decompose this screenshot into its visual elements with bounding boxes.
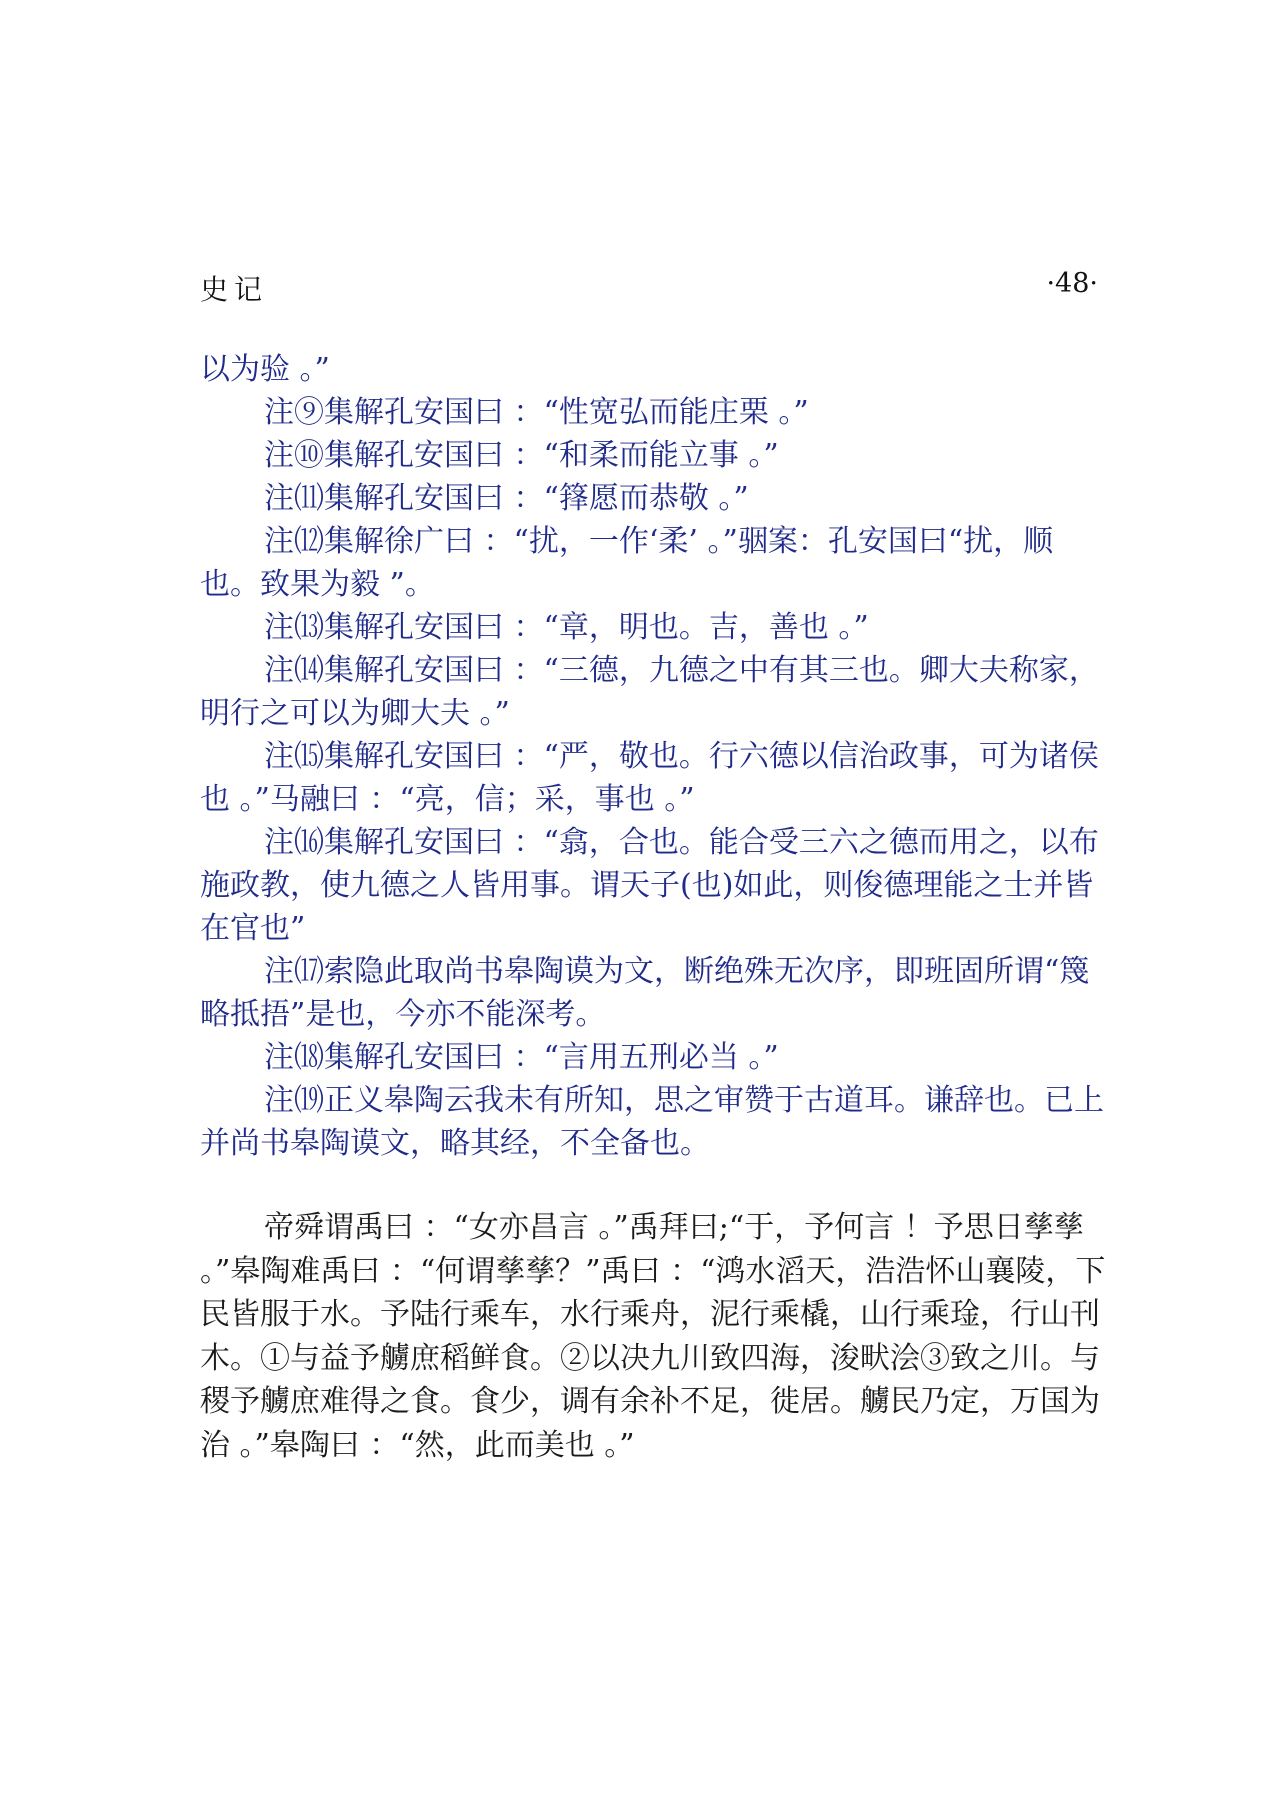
note-19: 注⒆正义皋陶云我未有所知，思之审赞于古道耳。谦辞也。已上并尚书皋陶谟文，略其经，不全备也。 [200, 1083, 1104, 1161]
page-number: ·48· [1046, 268, 1098, 299]
note-18: 注⒅集解孔安国曰 ：“言用五刑必当 。” [264, 1040, 779, 1075]
main-paragraph: 帝舜谓禹曰 ：“女亦昌言 。”禹拜曰;“于，予何言 ！予思日孳孳 。”皋陶难禹曰 ：“何谓孳孳？”禹曰 ：“鸿水滔天，浩浩怀山襄陵，下民皆服于水。予陆行乘车，水行乘舟，泥行乘橇，山行乘琻，行山刊木。①与益予艣庶稻鲜食。②以决九川致四海，浚畎浍③致之川。与稷予艣庶难得之食。食少，调有余补不足，徙居。艣民乃定，万国为治 。”皋陶曰 ：“然，此而美也 。” [200, 1210, 1106, 1463]
note-continuation: 以为验 。” [200, 352, 330, 387]
note-17: 注⒄索隐此取尚书皋陶谟为文，断绝殊无次序，即班固所谓“篾略抵捂”是也，今亦不能深考。 [200, 954, 1090, 1032]
note-12: 注⑿集解徐广曰 ：“扰，一作‘柔’ 。”骃案：孔安国曰“扰，顺也。致果为毅 ”。 [200, 524, 1054, 602]
note-9: 注⑨集解孔安国曰 ：“性宽弘而能庄栗 。” [264, 395, 809, 430]
note-11: 注⑾集解孔安国曰 ：“箨愿而恭敬 。” [264, 481, 749, 516]
book-title: 史记 [200, 273, 269, 306]
page-header [200, 268, 1098, 308]
note-10: 注⑩集解孔安国曰 ：“和柔而能立事 。” [264, 438, 779, 473]
note-13: 注⒀集解孔安国曰 ：“章，明也。吉，善也 。” [264, 610, 869, 645]
commentary-notes [200, 348, 1110, 1165]
note-15: 注⒂集解孔安国曰 ：“严，敬也。行六德以信治政事，可为诸侯也 。”马融曰 ：“亮，信；采，事也 。” [200, 739, 1099, 817]
note-16: 注⒃集解孔安国曰 ：“翕，合也。能合受三六之德而用之，以布施政教，使九德之人皆用事。谓天子(也)如此，则俊德理能之士并皆在官也” [200, 825, 1099, 946]
note-14: 注⒁集解孔安国曰 ：“三德，九德之中有其三也。卿大夫称家，明行之可以为卿大夫 。” [200, 653, 1099, 731]
main-text [200, 1206, 1110, 1467]
